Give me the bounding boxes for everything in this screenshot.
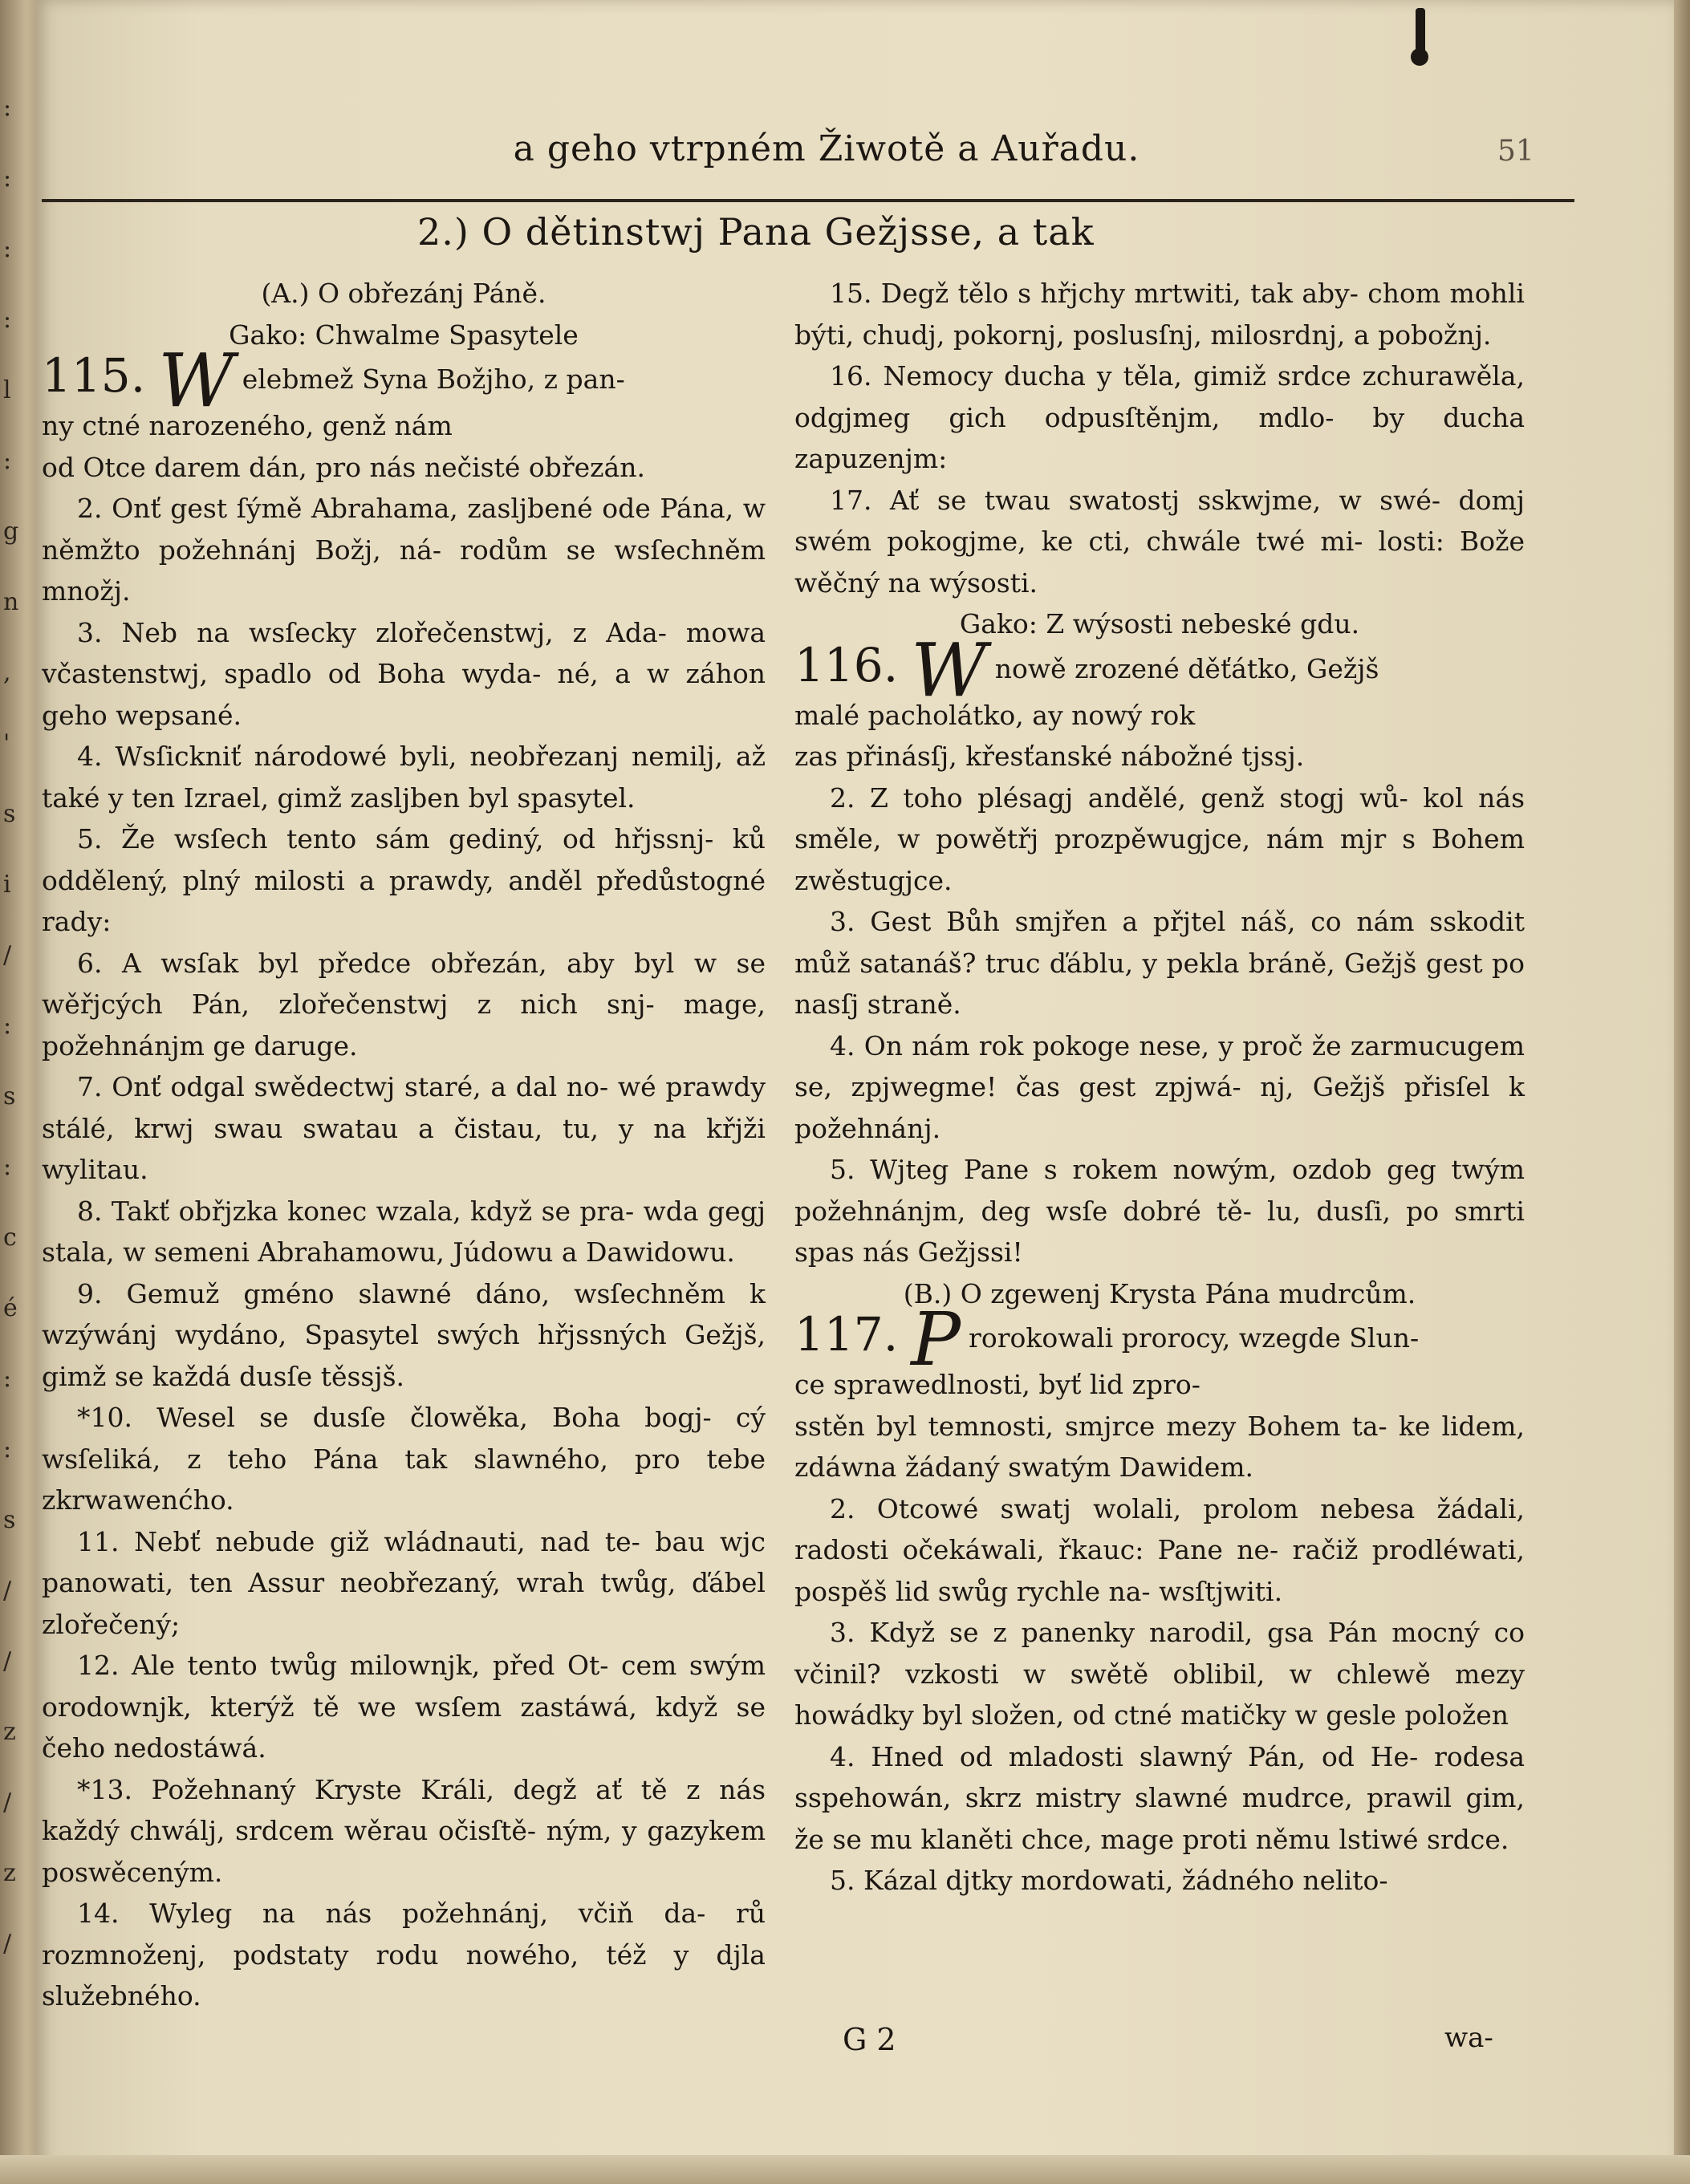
- right-column: [794, 273, 1525, 1902]
- subheading: (B.) O zgewenj Krysta Pána mudrcům.: [903, 1277, 1416, 1309]
- verse: 9. Gemuž gméno slawné dáno, wsſechněm k wzýwánj wydáno, Spasytel swých hřjssných Gežjš, gimž se každá dusſe těssjš.: [42, 1277, 766, 1392]
- margin-char: i: [3, 871, 11, 899]
- verse: 3. Neb na wsſecky zlořečenstwj, z Ada- mowa včastenstwj, spadlo od Boha wyda- né, a w záhon geho wepsané.: [42, 616, 766, 731]
- verse: 3. Gest Bůh smjřen a přjtel náš, co nám sskodit můž satanáš? truc ďáblu, y pekla bráně, Gežjš gest po nasſj straně.: [794, 906, 1525, 1020]
- subheading: Gako: Z wýsosti nebeské gdu.: [959, 608, 1360, 639]
- hymn-first-line: ce sprawedlnosti, byť lid zpro-: [794, 1369, 1200, 1400]
- hymn-start: [42, 338, 766, 447]
- ink-blot-dot: [1411, 48, 1428, 66]
- text-line: zas přinásſj, křesťanské nábožné tjssj.: [794, 741, 1305, 772]
- hymn-first-line: ny ctné narozeného, genž nám: [42, 410, 453, 441]
- verse: 11. Nebť nebude giž wládnauti, nad te- bau wjc panowati, ten Assur neobřezaný, wrah twůg, ďábel zlořečený;: [42, 1525, 766, 1640]
- verse: 5. Wjteg Pane s rokem nowým, ozdob geg twým požehnánjm, deg wsſe dobré tě- lu, dusſi, po smrti spas nás Gežjssi!: [794, 1154, 1525, 1268]
- page-number: 51: [1497, 135, 1534, 168]
- verse: 8. Takť obřjzka konec wzala, když se pra- wda gegj stala, w semeni Abrahamowu, Júdowu a Dawidowu.: [42, 1195, 766, 1268]
- hymn-first-line: malé pacholátko, ay nowý rok: [794, 699, 1196, 731]
- margin-char: s: [3, 1506, 16, 1534]
- margin-char: :: [3, 447, 12, 475]
- margin-char: é: [3, 1294, 18, 1322]
- margin-char: /: [3, 1788, 12, 1817]
- margin-char: :: [3, 1012, 12, 1040]
- margin-char: l: [3, 376, 11, 404]
- margin-char: ,: [3, 659, 11, 687]
- page-right-edge: [1674, 0, 1690, 2184]
- verse: 5. Že wsſech tento sám gediný, od hřjssnj- ků oddělený, plný milosti a prawdy, anděl předůstogné rady:: [42, 823, 766, 937]
- verse: 12. Ale tento twůg milownjk, před Ot- cem swým orodownjk, kterýž tě we wsſem zastáwá, když se čeho nedostáwá.: [42, 1650, 766, 1764]
- drop-capital: W: [158, 338, 234, 424]
- margin-char: /: [3, 941, 12, 969]
- hymn-first-line: elebmež Syna Božjho, z pan-: [242, 363, 625, 395]
- verse: 2. Z toho plésagj andělé, genž stogj wů- kol nás směle, w powětřj prozpěwugjce, nám mjr s Bohem zwěstugjce.: [794, 781, 1525, 896]
- verse: 4. Wsſickniť národowé byli, neobřezanj nemilj, až také y ten Izrael, gimž zasljben byl spasytel.: [42, 741, 766, 814]
- hymn-first-line: nowě zrozené děťátko, Gežjš: [994, 652, 1379, 684]
- section-heading: 2.) O dětinstwj Pana Gežjsse, a tak: [417, 210, 1095, 254]
- verse: 2. Otcowé swatj wolali, prolom nebesa žádali, radosti očekáwali, řkauc: Pane ne- račiž prodléwati, pospěš lid swůg rychle na- wsſtjwiti.: [794, 1492, 1525, 1607]
- margin-char: /: [3, 1647, 12, 1675]
- margin-char: :: [3, 1153, 12, 1181]
- margin-char: /: [3, 1930, 12, 1958]
- margin-char: n: [3, 588, 19, 616]
- margin-char: g: [3, 518, 19, 546]
- verse: 15. Degž tělo s hřjchy mrtwiti, tak aby- chom mohli býti, chudj, pokornj, poslusſnj, milosrdnj, a pobožnj.: [794, 278, 1525, 351]
- margin-char: /: [3, 1577, 12, 1605]
- margin-char: c: [3, 1224, 17, 1252]
- running-title: a geho vtrpném Žiwotě a Auřadu.: [513, 128, 1140, 169]
- margin-char: :: [3, 306, 12, 334]
- margin-char: s: [3, 800, 16, 828]
- previous-page-edge: [0, 0, 37, 2184]
- text-line: sstěn byl temnosti, smjrce mezy Bohem ta- ke lidem, zdáwna žádaný swatým Dawidem.: [794, 1410, 1525, 1483]
- hymn-number: 115.: [42, 348, 146, 403]
- verse: 2. Onť gest ſýmě Abrahama, zasljbené ode Pána, w němžto požehnánj Božj, ná- rodům se wsſechněm množj.: [42, 493, 766, 607]
- subheading: Gako: Chwalme Spasytele: [229, 319, 579, 351]
- catchword: wa-: [1444, 2022, 1493, 2054]
- drop-capital: P: [911, 1297, 961, 1382]
- hymn-number: 116.: [794, 637, 899, 692]
- margin-char: :: [3, 164, 12, 193]
- verse: 7. Onť odgal swědectwj staré, a dal no- wé prawdy stálé, krwj swau swatau a čistau, tu, y na křjži wylitau.: [42, 1071, 766, 1185]
- verse: *13. Požehnaný Kryste Králi, degž ať tě z nás každý chwálj, srdcem wěrau očisſtě- ným, y gazykem poswěceným.: [42, 1773, 766, 1888]
- verse: 16. Nemocy ducha y těla, gimiž srdce zchurawěla, odgjmeg gich odpusſtěnjm, mdlo- by ducha zapuzenjm:: [794, 360, 1525, 474]
- verse: 3. Když se z panenky narodil, gsa Pán mocný co včinil? vzkosti w swětě oblibil, w chlewě mezy howádky byl složen, od ctné matičky w gesle položen: [794, 1617, 1525, 1731]
- margin-char: ': [3, 729, 10, 757]
- drop-capital: W: [911, 627, 987, 713]
- margin-char: s: [3, 1082, 16, 1110]
- verse: 4. On nám rok pokoge nese, y proč že zarmucugem se, zpjwegme! čas gest zpjwá- nj, Gežjš přisſel k požehnánj.: [794, 1029, 1525, 1144]
- margin-char: z: [3, 1859, 16, 1887]
- verse: 17. Ať se twau swatostj sskwjme, w swé- domj swém pokogjme, ke cti, chwále twé mi- losti: Bože wěčný na wýsosti.: [794, 484, 1525, 599]
- signature-mark: G 2: [843, 2022, 896, 2057]
- left-column: [42, 273, 766, 2017]
- page-bottom-edge: [0, 2155, 1690, 2184]
- subheading: (A.) O obřezánj Páně.: [261, 278, 546, 309]
- margin-char: :: [3, 1435, 12, 1463]
- verse: 14. Wyleg na nás požehnánj, včiň da- rů rozmnoženj, podstaty rodu nowého, též y djla služebného.: [42, 1898, 766, 2011]
- text-line: od Otce darem dán, pro nás nečisté obřezán.: [42, 451, 645, 483]
- hymn-start: [794, 627, 1525, 737]
- verse: 4. Hned od mladosti slawný Pán, od He- rodesa sspehowán, skrz mistry slawné mudrce, prawil gim, že se mu klaněti chce, mage proti němu lstiwé srdce.: [794, 1740, 1525, 1855]
- margin-char: :: [3, 1365, 12, 1393]
- margin-char: :: [3, 94, 12, 122]
- margin-char: z: [3, 1718, 16, 1746]
- margin-char: :: [3, 235, 12, 263]
- verse: 6. A wsſak byl předce obřezán, aby byl w se wěřjcých Pán, zlořečenstwj z nich snj- mage, požehnánjm ge daruge.: [42, 947, 766, 1062]
- hymn-first-line: rorokowali prorocy, wzegde Slun-: [969, 1322, 1420, 1354]
- verse: *10. Wesel se dusſe člowěka, Boha bogj- cý wsſeliká, z teho Pána tak slawného, pro tebe zkrwawenćho.: [42, 1402, 766, 1516]
- verse: 5. Kázal djtky mordowati, žádného nelito-: [830, 1865, 1388, 1896]
- hymn-start: [794, 1297, 1525, 1406]
- hymn-number: 117.: [794, 1307, 899, 1362]
- header-rule: [42, 199, 1574, 202]
